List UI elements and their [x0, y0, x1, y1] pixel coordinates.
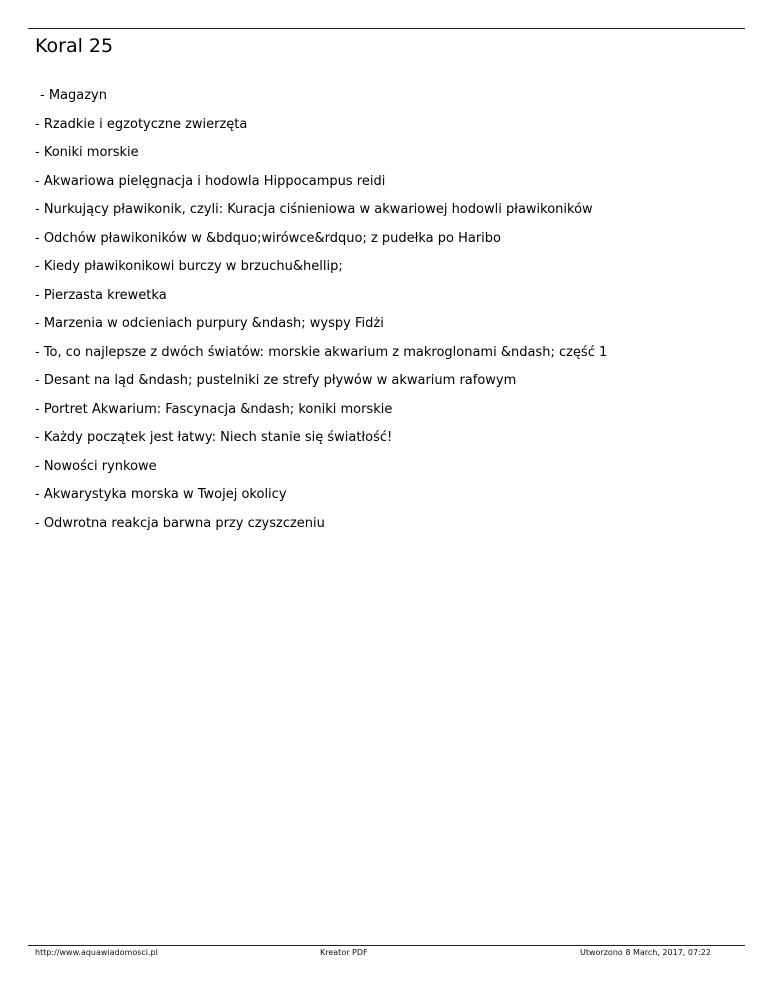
- list-item: - Każdy początek jest łatwy: Niech stanie się światłość!: [35, 430, 393, 445]
- list-item: - Desant na ląd &ndash; pustelniki ze strefy pływów w akwarium rafowym: [35, 373, 517, 388]
- list-item: - Portret Akwarium: Fascynacja &ndash; koniki morskie: [35, 401, 393, 417]
- footer-url: http://www.aquawiadomosci.pl: [35, 948, 158, 957]
- list-item: - To, co najlepsze z dwóch światów: morskie akwarium z makroglonami &ndash; część 1: [35, 344, 608, 360]
- list-item: - Akwariowa pielęgnacja i hodowla Hippocampus reidi: [35, 173, 386, 189]
- list-item: - Rzadkie i egzotyczne zwierzęta: [35, 116, 248, 132]
- list-item: - Marzenia w odcieniach purpury &ndash; wyspy Fidżi: [35, 316, 384, 331]
- list-item: - Koniki morskie: [35, 145, 139, 160]
- list-item: - Odwrotna reakcja barwna przy czyszczeniu: [35, 515, 325, 531]
- footer-divider: [28, 945, 745, 946]
- table-of-contents: [35, 87, 607, 543]
- footer-generator: Kreator PDF: [320, 948, 368, 957]
- list-item: - Odchów pławikoników w &bdquo;wirówce&rdquo; z pudełka po Haribo: [35, 230, 501, 246]
- list-item: - Akwarystyka morska w Twojej okolicy: [35, 487, 287, 502]
- list-item: - Nowości rynkowe: [35, 458, 157, 474]
- footer-created-date: Utworzono 8 March, 2017, 07:22: [580, 948, 711, 957]
- list-item: - Pierzasta krewetka: [35, 287, 167, 303]
- header-divider: [28, 28, 745, 29]
- list-item: - Nurkujący pławikonik, czyli: Kuracja ciśnieniowa w akwariowej hodowli pławikoników: [35, 202, 593, 217]
- list-item: - Kiedy pławikonikowi burczy w brzuchu&hellip;: [35, 259, 343, 274]
- page-title: Koral 25: [35, 35, 114, 57]
- list-item: - Magazyn: [40, 88, 107, 103]
